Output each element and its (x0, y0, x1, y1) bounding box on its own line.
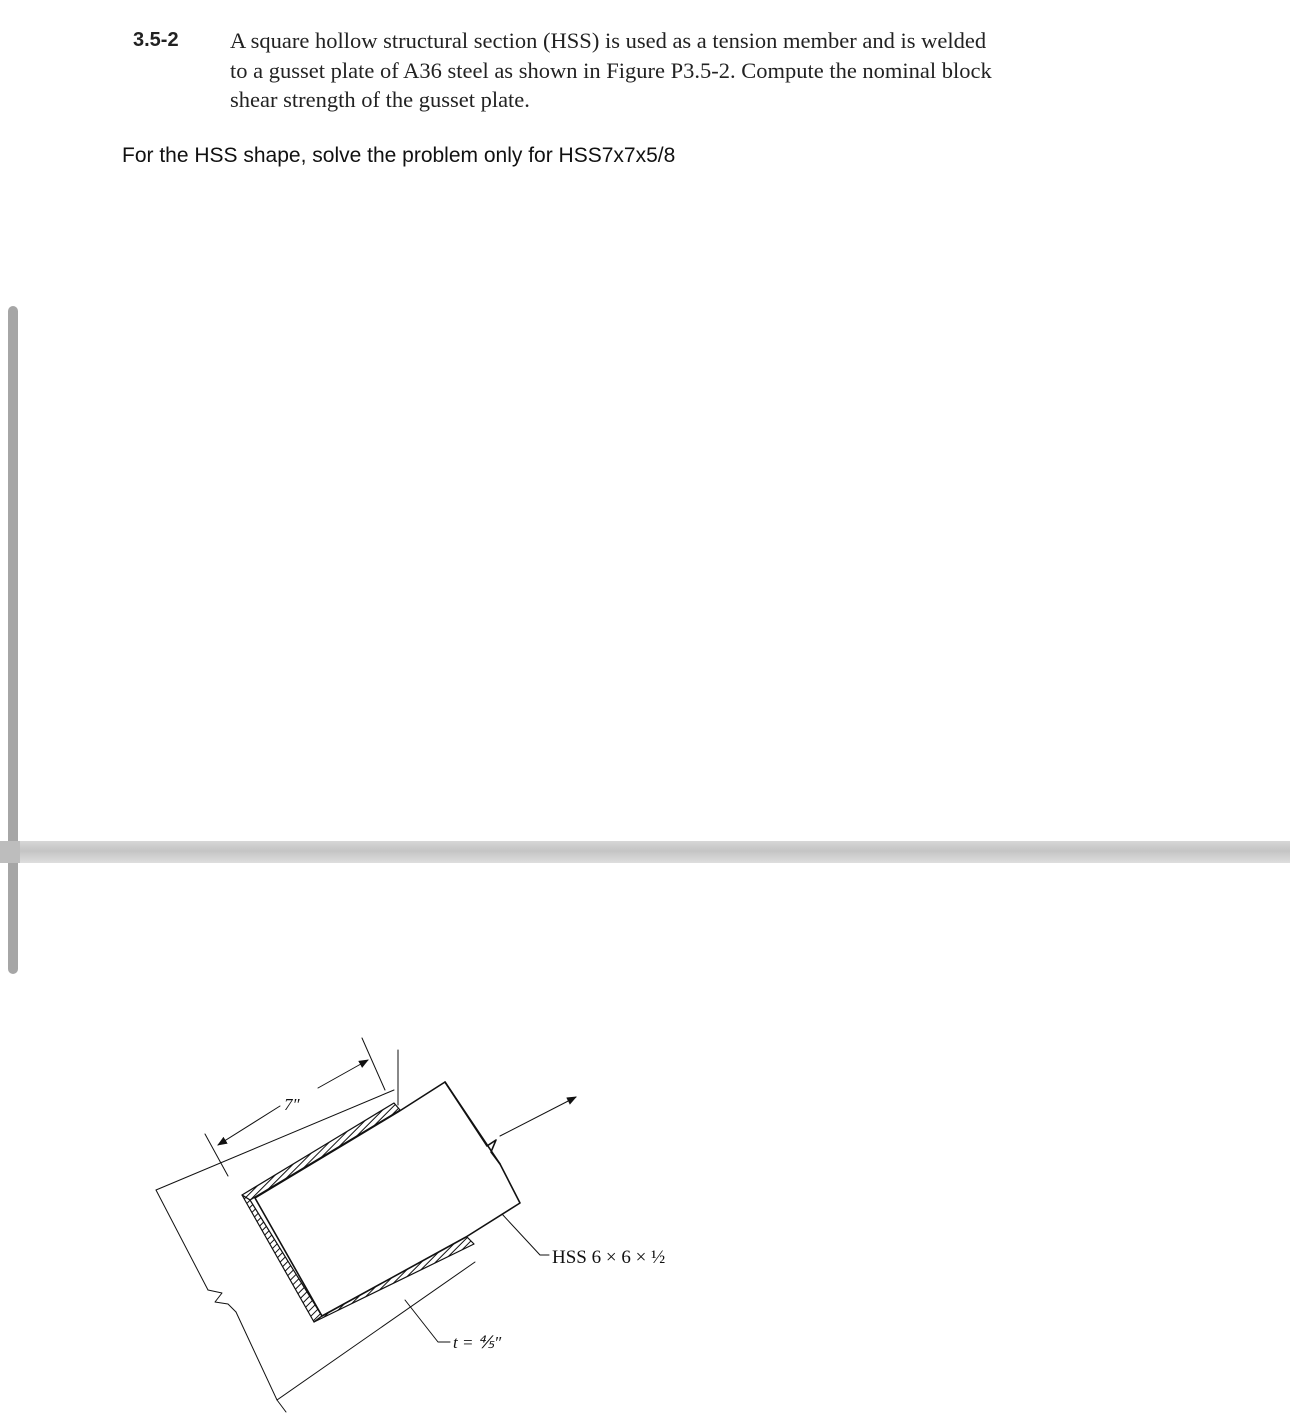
scrollbar-thumb[interactable] (8, 306, 18, 974)
dimension-7in-label: 7″ (284, 1095, 300, 1114)
plate-thickness-label: t = ⅘″ (453, 1333, 502, 1352)
page-separator (0, 841, 1290, 863)
break-mark-plate (208, 1290, 236, 1312)
problem-number: 3.5-2 (133, 29, 179, 51)
figure-p3-5-2 (0, 1020, 720, 1423)
problem-line-3: shear strength of the gusset plate. (230, 87, 530, 112)
instruction-text: For the HSS shape, solve the problem only for HSS7x7x5/8 (122, 144, 676, 167)
problem-line-2: to a gusset plate of A36 steel as shown in Figure P3.5-2. Compute the nominal block (230, 57, 992, 83)
tension-load-arrow (500, 1097, 576, 1136)
problem-line-1: A square hollow structural section (HSS) is used as a tension member and is welded (230, 28, 987, 53)
hss-member-label: HSS 6 × 6 × ½ (552, 1247, 666, 1268)
member-label-leader (502, 1214, 549, 1255)
problem-statement (230, 26, 1110, 115)
